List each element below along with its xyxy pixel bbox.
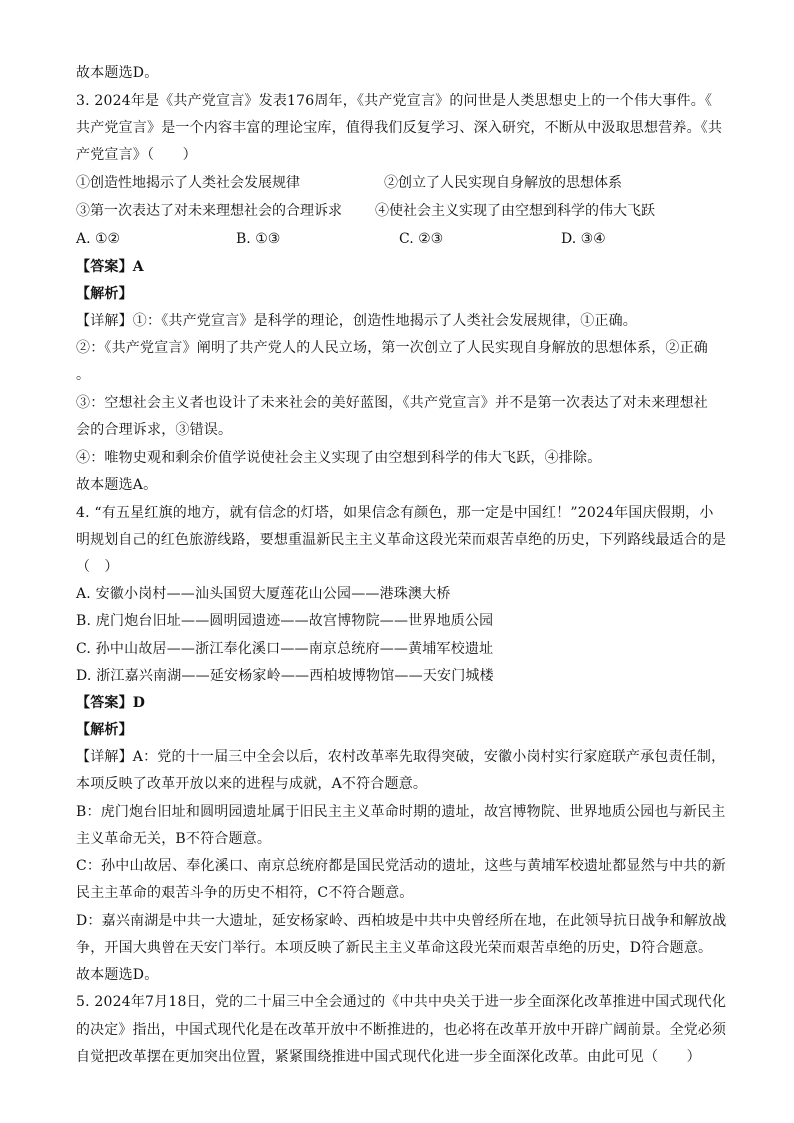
q3-detail-4: ③：空想社会主义者也设计了未来社会的美好蓝图，《共产党宣言》并不是第一次表达了对未来理想社 [76,395,708,411]
q3-option-b: B. ①③ [236,231,281,247]
q3-option-a: A. ①② [76,231,121,247]
q4-detail-4: 主义革命无关，B不符合题意。 [76,831,272,847]
q4-answer: 【答案】D [76,695,146,711]
q3-answer: 【答案】A [76,259,144,275]
prev-conclusion: 故本题选D。 [76,65,159,81]
q3-statement-1: ①创造性地揭示了人类社会发展规律 [76,175,300,191]
q4-option-b: B. 虎门炮台旧址——圆明园遗迹——故宫博物院——世界地质公园 [76,613,494,629]
q3-statement-2: ②创立了人民实现自身解放的思想体系 [384,175,622,191]
q3-detail-5: 会的合理诉求，③错误。 [76,422,233,438]
q3-stem-line-2: 共产党宣言》是一个内容丰富的理论宝库，值得我们反复学习、深入研究，不断从中汲取思想营养。《共 [76,120,723,136]
q3-stem-line-3: 产党宣言》（ ） [76,147,197,163]
q3-option-c: C. ②③ [399,231,444,247]
q4-stem-line-3: （ ） [76,559,119,575]
q4-option-d: D. 浙江嘉兴南湖——延安杨家岭——西柏坡博物馆——天安门城楼 [76,668,494,684]
q4-detail-3: B：虎门炮台旧址和圆明园遗址属于旧民主主义革命时期的遗址，故宫博物院、世界地质公园也与新民主 [76,804,726,820]
q4-detail-1: 【详解】A：党的十一届三中全会以后，农村改革率先取得突破，安徽小岗村实行家庭联产承包责任制， [76,749,726,765]
q4-detail-5: C：孙中山故居、奉化溪口、南京总统府都是国民党活动的遗址，这些与黄埔军校遗址都显然与中共的新 [76,858,726,874]
q4-stem-line-2: 明规划自己的红色旅游线路，要想重温新民主主义革命这段光荣而艰苦卓绝的历史，下列路线最适合的是 [76,532,727,548]
q5-stem-line-1: 5. 2024年7月18日，党的二十届三中全会通过的《中共中央关于进一步全面深化改革推进中国式现代化 [76,994,727,1010]
q5-stem-line-3: 自觉把改革摆在更加突出位置，紧紧围绕推进中国式现代化进一步全面深化改革。由此可见（ ） [76,1049,701,1065]
q3-detail-6: ④：唯物史观和剩余价值学说使社会主义实现了由空想到科学的伟大飞跃，④排除。 [76,450,602,466]
q4-option-c: C. 孙中山故居——浙江奉化溪口——南京总统府——黄埔军校遗址 [76,641,494,657]
q4-detail-2: 本项反映了改革开放以来的进程与成就，A不符合题意。 [76,776,428,792]
q4-conclusion: 故本题选D。 [76,967,159,983]
q4-detail-7: D：嘉兴南湖是中共一大遗址，延安杨家岭、西柏坡是中共中央曾经所在地，在此领导抗日战争和解放战 [76,913,727,929]
q3-option-d: D. ③④ [561,231,606,247]
q3-detail-1: 【详解】①：《共产党宣言》是科学的理论，创造性地揭示了人类社会发展规律，①正确。 [76,313,637,329]
q3-detail-3: 。 [76,367,91,383]
q4-detail-6: 民主主革命的艰苦斗争的历史不相符，C不符合题意。 [76,885,414,901]
q3-stem-line-1: 3. 2024年是《共产党宣言》发表176周年，《共产党宣言》的问世是人类思想史上的一个伟大事件。《 [76,93,713,109]
q3-statement-4: ④使社会主义实现了由空想到科学的伟大飞跃 [375,203,655,219]
q4-option-a: A. 安徽小岗村——汕头国贸大厦莲花山公园——港珠澳大桥 [76,586,451,602]
q3-analysis-label: 【解析】 [76,286,133,302]
q4-detail-8: 争，开国大典曾在天安门举行。本项反映了新民主主义革命这段光荣而艰苦卓绝的历史，D符合题意。 [76,940,713,956]
q3-statement-3: ③第一次表达了对未来理想社会的合理诉求 [76,203,342,219]
q4-stem-line-1: 4. “有五星红旗的地方，就有信念的灯塔，如果信念有颜色，那一定是中国红！”2024年国庆假期，小 [76,505,714,521]
q3-conclusion: 故本题选A。 [76,477,158,493]
q3-detail-2: ②：《共产党宣言》阐明了共产党人的人民立场，第一次创立了人民实现自身解放的思想体系，②正确 [76,340,708,356]
q5-stem-line-2: 的决定》指出，中国式现代化是在改革开放中不断推进的，也必将在改革开放中开辟广阔前景。全党必须 [76,1022,727,1038]
q4-analysis-label: 【解析】 [76,722,133,738]
